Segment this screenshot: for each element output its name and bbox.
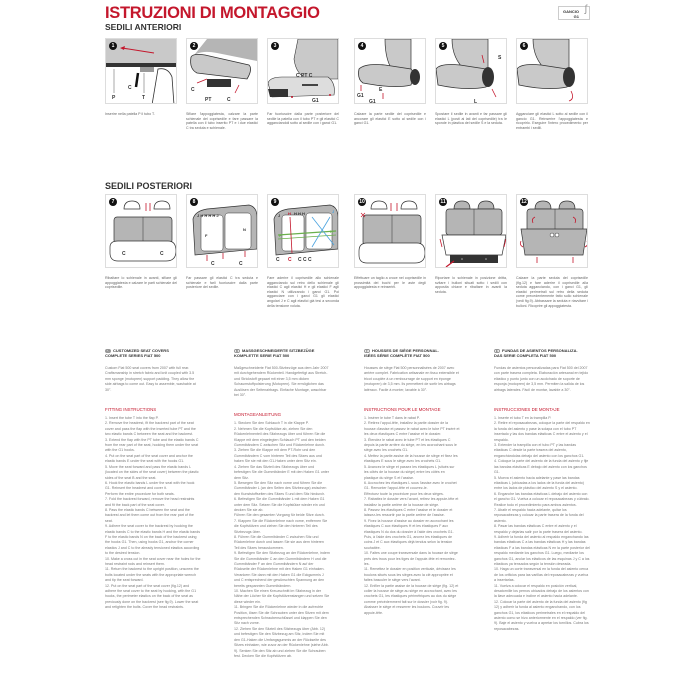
step-number-badge: 6 (520, 42, 528, 50)
language-intro: Fundas de asientos personalizadas para Fiat 500 del 2007 con parte trasera completa. Elaboración artesanal en tejido elástico y punto junto con un acolchado de soporte de esponja (motopren) de 3,5 mm. Permiten la salida de los airbags laterales. Fácil de montar, lavable a 30°. (494, 366, 589, 392)
instructions-title: FITTING INSTRUCTIONS (105, 407, 157, 413)
svg-text:C: C (276, 257, 280, 263)
instruction-step: 10. Machen Sie einen Kreuzschnitt im Sitzbezug in der Nähe der Löcher für die Kopfstützenstangen und setzen Sie diese wieder ein. (234, 589, 330, 604)
svg-text:C: C (211, 261, 215, 267)
instruction-step: 12. Colocar la parte del asiento de la funda del asiento (fig 12) y adherir la funda al asiento enganchando, con los ganchos G1, los elásticos perimetrales en el respaldo del asiento como se hizo anteriormente en el respaldo (ver fig. 9). Baje el asiento y vuelva a apretar los tornillos. Cubra los reposacabezas. (494, 599, 589, 631)
instruction-step: 3. Étendez le rabat avec le tube PT et les élastiques C depuis la partie arrière du siège, en les accrochant sous le siège avec les crochets G1. (364, 437, 457, 453)
instructions-title: INSTRUCTIONS POUR LE MONTAGE (364, 407, 441, 413)
step-figure (105, 38, 177, 104)
language-header-line2: COMPLETE SERIES FIAT 500 (105, 353, 161, 358)
language-header-line2: KOMPLETTE SERIE FIAT 500 (234, 353, 290, 358)
instruction-step: 7. Fold the backrest forward, remove the head restraints and fit the back part of the seat cover. (105, 497, 195, 507)
step-number-badge: 8 (190, 198, 198, 206)
instruction-step: 3. Extend the flap with the PT tube and the elastic bands C from the rear part of the seat, hooking them under the seat with the G1 hooks. (105, 437, 199, 453)
svg-text:J: J (278, 213, 281, 218)
instruction-step: 2. Retire el reposacabezas, coloque la parte del respaldo en la funda del asiento y pase la solapa con el tubo PT insertado y las dos bandas elásticas C entre el asiento y el respaldo. (494, 421, 590, 442)
svg-text:C: C (191, 87, 195, 93)
instruction-step: 4. Put on the seat part of the seat cover and anchor the elastic bands E under the seat with the hooks G1. (105, 453, 193, 464)
step-1 (105, 38, 177, 117)
rear-headrest-cut-illustration (355, 195, 426, 268)
instruction-step: 6. Hook the elastic bands L under the seat with the hook G1. Reinsert the headrest and cover it. (105, 480, 195, 491)
headrest-removal-illustration (187, 39, 258, 104)
step-figure (267, 38, 339, 104)
svg-text:P: P (112, 95, 116, 101)
svg-text:C: C (128, 85, 132, 91)
svg-text:C: C (239, 261, 243, 267)
svg-text:J: J (332, 209, 335, 214)
step-number-badge: 2 (190, 42, 198, 50)
step-caption: Effettuare un taglio a croce nel coprisedile in prossimità dei buchi per le aste degli appoggiatesta e reinserirli. (354, 276, 426, 290)
svg-text:G1: G1 (357, 93, 364, 99)
step-figure (435, 38, 507, 104)
language-header-line1: HOUSSES DE SIÈGE PERSONNAL. (372, 348, 439, 353)
step-figure (354, 38, 426, 104)
instruction-step: 2. Retirez l'appui-tête, installez la partie dossier de la housse d'assise et passez le rabat avec le tube PT inséré et les deux élastiques C entre l'assise et le dossier. (364, 421, 460, 437)
instruction-step: 9. Adhere the seat cover to the backrest by hooking the elastic bands C to the elastic bands H and the elastic bands F to the elastic bands N on the back of the backrest using the hooks G1. Then, using hooks G1, anchor the corner elastics J and C to the already tensioned elastics according to the desired tension. (105, 524, 201, 556)
svg-text:C: C (227, 97, 231, 103)
instruction-step: 5. Bewegen Sie den Sitz nach vorne und führen Sie die Gummibänder L (an den Seiten des Sitzbezugs) zwischen den Kunststoffseiten des Sitzes S und dem Sitz hindurch. (234, 480, 327, 496)
svg-text:C C C: C C C (298, 257, 312, 263)
svg-text:H: H (288, 211, 291, 216)
step-figure (267, 194, 339, 268)
hook-legend-line1: GANCIO (563, 9, 579, 14)
instruction-step: 9. Adherir la funda del asiento al respaldo enganchando las bandas elásticas C a las bandas elásticas H y las bandas elásticas F a las bandas elásticas N en la parte posterior del respaldo mediante los ganchos G1. Luego, mediante los ganchos G1, anclar los elásticos de las esquinas J y C a los elásticos ya tensados según la tensión deseada. (494, 534, 590, 566)
step-caption: Ribaltare lo schienale in avanti, sfilare gli appoggiatesta e calzare le parti schienale del coprisedile. (105, 276, 177, 290)
flap-insert-illustration (106, 39, 177, 104)
instruction-step: 11. Remettez le dossier en position verticale, dévissez les boulons situés sous les sièges avec la clé appropriée et faites basculer le siège vers l'avant. (364, 567, 456, 583)
language-header (234, 348, 330, 358)
step-caption: Calzare la parte sedile del coprisedile e ancorare gli elastici E sotto al sedile con i ganci G1. (354, 112, 426, 126)
instruction-steps (105, 416, 201, 611)
svg-text:C: C (288, 257, 292, 263)
step-number-badge: 5 (439, 42, 447, 50)
instruction-step: 1. Insérer le tube T dans le rabat P. (364, 416, 420, 421)
instructions-title: INSTRUCCIONES DE MONTAJE (494, 407, 560, 413)
instruction-steps (364, 416, 460, 616)
step-3 (267, 38, 339, 126)
language-intro: Custom Fiat 500 seat covers from 2007 with full rear. Craftsmanship in stretch fabric and knit coupled with 3.5 mm sponge (motopren) support padding. They allow the side airbags to come out. Easy to assemble, washable at 30°. (105, 366, 196, 392)
language-column-english (105, 348, 201, 611)
instruction-step: 2. Remove the headrest, fit the backrest part of the seat cover and pass the flap with the inserted tube PT and the two elastic bands C between the seat and the backrest. (105, 421, 196, 437)
step-number-badge: 1 (109, 42, 117, 50)
step-caption: Far fuoriuscire dalla parte posteriore del sedile la patella con il tubo PT e gli elastici C agganciandoli sotto al sedile con i ganci G1. (267, 112, 339, 126)
step-9 (267, 194, 339, 308)
language-header-line1: MASSGESCHNEIDERTE SITZBEZÜGE (242, 348, 315, 353)
instruction-step: 1. Stecken Sie den Schlauch T in die Klappe P. (234, 421, 309, 426)
flag-icon-de: D (234, 349, 240, 353)
step-5 (435, 38, 507, 126)
instruction-step: 8. Führen Sie die Gummibänder C zwischen Sitz und Rückenlehne durch und lassen Sie sie aus dem hinteren Teil des Sitzes herauskommen. (234, 534, 324, 550)
instruction-step: 12. Put on the seat part of the seat cover (fig.12) and adhere the seat cover to the seat by hooking, with the G1 hooks, the perimeter elastics on the back of the seat as previously done on the backrest (see fig.9). Lower the seat and retighten the bolts. Cover the head restraints. (105, 583, 199, 610)
step-number-badge: 4 (358, 42, 366, 50)
instruction-step: 5. Move the seat forward and pass the elastic bands L (located on the sides of the seat cover) between the plastic sides of the seat B and the seat. (105, 464, 199, 480)
instruction-step: 10. Make a cross cut in the seat cover near the holes for the head restraint rods and reinsert them. (105, 556, 201, 566)
instruction-step: 4. Mettez la partie assise de la housse de siège et fixez les élastiques E sous le siège avec les crochets G1. (364, 453, 458, 464)
seat-side-elastic-illustration (436, 39, 507, 104)
language-column-spanish (494, 348, 590, 632)
step-caption: Sfilare l'appoggiatesta, calzare la parte schienale del coprisedile e fare passare la patella con il tubo inserito PT e i due elastici C tra seduta e schienale. (186, 112, 258, 130)
step-figure (516, 194, 588, 268)
hook-icon: ʃ (584, 4, 587, 15)
step-10 (354, 194, 426, 290)
instruction-step: 1. Insert the tube T into the flap P. (105, 416, 159, 421)
svg-text:G1: G1 (312, 98, 319, 104)
instruction-step: 11. Bringen Sie die Rückenlehne wieder in die aufrechte Position, lösen Sie die Schrauben unter den Sitzen mit dem entsprechenden Schraubenschlüssel und klappen Sie den Sitz nach vorne. (234, 605, 329, 626)
step-12 (516, 194, 588, 308)
step-number-badge: 3 (271, 42, 279, 50)
rear-headrest-removal-illustration (106, 195, 177, 268)
instruction-step: 6. Accrochez les élastiques L sous l'assise avec le crochet G1. Remonter l'appui-tête et couvrez-le. (364, 480, 457, 491)
step-caption: Spostare il sedile in avanti e far passare gli elastici L (posti ai lati del coprisedile) tra le sponde in plastica del sedile S e la seduta. (435, 112, 507, 126)
language-header-line2: DAS SERIE COMPLETA FIAT 500 (494, 353, 557, 358)
step-number-badge: 12 (521, 199, 527, 205)
flag-icon-gb: GB (106, 349, 110, 353)
instruction-step: 8. Pass the elastic bands C between the seat and the backrest and let them come out from the rear part of the seat. (105, 507, 194, 523)
instruction-step: Perform the entire procedure for both seats. (105, 491, 175, 496)
flag-icon-fr: F (364, 349, 370, 353)
instruction-step: 12. Ziehen Sie den Sitzteil des Sitzbezugs über (Abb. 12) und befestigen Sie den Sitzbezug am Sitz, indem Sie mit den G1-Haken die Umfangsgummis an der Rückseite des Sitzes einhaken, wie zuvor an der Rückenlehne (siehe Abb. 9). Senken Sie den Sitz ab und ziehen Sie die Schrauben fest. Decken Sie die Kopfstützen ab. (234, 626, 329, 658)
step-caption: Riportare lo schienale in posizione dritta, svitare i bulloni situati sotto i sedili con apposita chiave e ribaltare in avanti la seduta. (435, 276, 507, 294)
instruction-step: 11. Vuelva a colocar el respaldo en posición vertical, desatornille los pernos ubicados debajo de los asientos con la llave adecuada e incline el asiento hacia adelante. (494, 583, 589, 599)
instructions-title: MONTAGEANLEITUNG (234, 412, 281, 418)
svg-text:C: C (122, 251, 126, 257)
svg-text:PT: PT (205, 97, 212, 103)
instruction-step: Führen Sie den gesamten Vorgang für beide Sitze durch. (234, 513, 325, 518)
instruction-step: 7. Rabattez le dossier vers l'avant, retirez les appuie-tête et installez la partie arrière de la housse de siège. (364, 497, 459, 507)
step-figure (186, 194, 258, 268)
step-caption: Fare aderire il coprisedile allo schienale agganciando sul retro dello schienale gli elastici C agli elastici H e gli elastici F agli elastici N utilizzando i ganci G1. Poi agganciare con i ganci G1 gli elastici angolari J e C agli elastici già tesi a seconda della tensione voluta. (267, 276, 339, 308)
instruction-steps (234, 421, 330, 659)
step-6 (516, 38, 588, 130)
language-column-german (234, 348, 330, 659)
step-2 (186, 38, 258, 130)
step-number-badge: 7 (109, 198, 117, 206)
svg-text:N: N (243, 227, 246, 232)
step-figure (354, 194, 426, 268)
hook-legend-label (561, 9, 579, 19)
instruction-steps (494, 416, 590, 632)
step-figure (516, 38, 588, 104)
instruction-step: 3. Extender la trampilla con el tubo PT y las bandas elásticas C desde la parte trasera del asiento, enganchándolas debajo del asiento con los ganchos G1. (494, 443, 585, 458)
instruction-step: 9. Befestigen Sie den Sitzbezug an der Rückenlehne, indem Sie die Gummibänder C an den Gummibändern H und die Gummibänder F an den Gummibändern N auf der Rückseite der Rückenlehne mit den Haken G1 einhaken. Verankern Sie dann mit den Haken G1 die Eckgummis J und C entsprechend der gewünschten Spannung an den bereits gespannten Gummibändern. (234, 551, 330, 588)
step-caption: Inserire nella patella P il tubo T. (105, 112, 155, 116)
svg-text:N: N (330, 229, 333, 234)
svg-text:T: T (142, 95, 146, 101)
step-number-badge: 9 (271, 198, 279, 206)
instruction-step: 2. Nehmen Sie die Kopfstütze ab, ziehen Sie den Rückenlehnenteil des Sitzbezugs über und führen Sie die Klappe mit dem eingelegten Schlauch PT und den beiden Gummibändern C zwischen Sitz und Rückenlehne durch. (234, 426, 326, 448)
instruction-step: 6. Enganche las bandas elásticas L debajo del asiento con el gancho G1. Vuelva a colocar el reposacabezas y cúbralo. (494, 491, 590, 502)
seat-bottom-fit-illustration (355, 39, 426, 104)
section-title-rear-seats: SEDILI POSTERIORI (105, 181, 193, 191)
instruction-step: 6. Befestigen Sie die Gummibänder L mit dem Haken G1 unter dem Sitz. Setzen Sie die Kopfstütze wieder ein und decken Sie sie ab. (234, 497, 325, 512)
language-header (494, 348, 590, 358)
step-number-badge: 10 (359, 199, 365, 205)
instruction-step: Effectuez toute la procédure pour les deux sièges. (364, 491, 444, 496)
instruction-step: 8. Passez les élastiques C entre l'assise et le dossier et laissez-les ressortir par la partie arrière de l'assise. (364, 507, 453, 518)
page-title: ISTRUZIONI DI MONTAGGIO (105, 4, 320, 22)
instruction-step: 3. Ziehen Sie die Klappe mit dem PT-Rohr und den Gummibändern C vom hinteren Teil des Sitzes aus und haken Sie sie mit den G1-Haken unter dem Sitz ein. (234, 448, 322, 464)
svg-text:E: E (379, 87, 383, 93)
step-caption: Agganciare gli elastici L sotto al sedile con il gancio G1. Reinserire l'appoggiatesta e ricoprirlo. Eseguire l'intero procedimento per entrambi i sedili. (516, 112, 588, 130)
seat-hook-under-illustration (517, 39, 588, 104)
language-header (364, 348, 460, 358)
step-figure (105, 194, 177, 268)
svg-text:C: C (160, 251, 164, 257)
svg-text:F: F (279, 233, 282, 238)
instruction-step: 1. Inserte el tubo T en la trampilla P. (494, 416, 552, 421)
hook-legend (558, 6, 590, 20)
svg-text:L: L (474, 99, 478, 105)
hook-legend-line2: G1 (573, 14, 579, 19)
svg-text:J H H H H J: J H H H H J (197, 213, 219, 218)
language-intro: Maßgeschneiderte Fiat 500-Sitzbezüge aus dem Jahr 2007 mit durchgehendem Rückenteil. Handgefertigt aus Stretch- und Strickstoff gepaart mit einer 3,5 mm dicken Schaumstoffpolsterung (Motopren). Sie ermöglichen das Auslösen der Seitenairbags. Einfache Montage, waschbar bei 30°. (234, 366, 329, 398)
step-7 (105, 194, 177, 290)
svg-text:C PT C: C PT C (296, 73, 313, 79)
rear-seat-fit-illustration (517, 195, 588, 268)
instruction-step: 5. Avancez le siège et passez les élastiques L (situés sur les côtés de la housse du siège) entre les côtés en plastique du siège S et l'assise. (364, 464, 455, 480)
instruction-step: 10. Faites une coupe transversale dans la housse de siège près des trous pour les tiges de l'appuie-tête et remontez-les. (364, 551, 458, 566)
language-intro: Housses de siège Fiat 500 personnalisées de 2007 avec arrière complet. Fabrication artisanale en tissu extensible et tricot couplée à un rembourrage de support en éponge (motopren) de 3,5 mm. Ils permettent de sortir les airbags latéraux. Facile à monter, lavable à 30°. (364, 366, 459, 392)
language-header-line2: ISÉES SÉRIE COMPLÈTE FIAT 500 (364, 353, 430, 358)
step-caption: Calzare la parte seduta del coprisedile (fig.12) e fare aderire il coprisedile alla seduta agganciando, con i ganci G1, gli elastici perimetrali sul retro della seduta come precedentemente fatto sullo schienale (vedi fig.9). Abbassare la seduta e riavvitare i bulloni. Ricoprire gli appoggiatesta. (516, 276, 588, 308)
step-figure (186, 38, 258, 104)
instruction-step: 11. Return the backrest to the upright position, unscrew the bolts located under the seats with the appropriate wrench and tip the seat forward. (105, 567, 199, 583)
instruction-step: 4. Coloque la parte del asiento de la funda del asiento y fije las bandas elásticas E debajo del asiento con los ganchos G1. (494, 459, 589, 475)
step-11 (435, 194, 507, 294)
instruction-step: 5. Mueva el asiento hacia adelante y pase las bandas elásticas L (ubicadas a los lados de la funda del asiento) entre los lados de plástico del asiento S y el asiento. (494, 475, 584, 491)
instruction-step: 7. Klappen Sie die Rückenlehne nach vorne, entfernen Sie die Kopfstützen und ziehen Sie den hinteren Teil des Sitzbezugs über. (234, 518, 328, 534)
language-header (105, 348, 201, 358)
svg-text:S: S (498, 55, 502, 61)
step-figure (435, 194, 507, 268)
flag-icon-es: E (494, 349, 500, 353)
language-header-line1: FUNDAS DE ASIENTOS PERSONALIZA. (502, 348, 578, 353)
rear-elastic-hooking-illustration (268, 195, 339, 268)
instruction-step: 7. Abatir el respaldo hacia adelante, quitar los reposacabezas y colocar la parte trasera de la funda del asiento. (494, 507, 584, 523)
step-caption: Far passare gli elastici C tra seduta e schienale e farli fuoriuscire dalla parte posteriore del sedile. (186, 276, 258, 290)
language-header-line1: CUSTOMIZED SEAT COVERS (113, 348, 169, 353)
instruction-step: 10. Haga un corte transversal en la funda del asiento cerca de los orificios para las varillas del reposacabezas y vuelva a insertarlas. (494, 567, 589, 583)
language-column-french (364, 348, 460, 616)
instruction-step: 8. Pasar las bandas elásticas C entre el asiento y el respaldo y dejarlas salir por la parte trasera del asiento. (494, 524, 583, 534)
instruction-step: 9. Fixez la housse d'assise au dossier en accrochant les élastiques C aux élastiques H et les élastiques F aux élastiques N du dos du dossier à l'aide des crochets G1. Puis, à l'aide des crochets G1, ancrez les élastiques de coins J et C aux élastiques déjà tendus selon la tension souhaitée. (364, 518, 454, 550)
instruction-step: 4. Ziehen Sie das Sitzteil des Sitzbezugs über und befestigen Sie die Gummibänder E mit den Haken G1 unter dem Sitz. (234, 464, 329, 480)
svg-text:G1: G1 (369, 99, 376, 105)
rear-backrest-elastics-illustration (187, 195, 258, 268)
svg-text:H H H: H H H (294, 211, 305, 216)
seat-rear-hooks-illustration (268, 39, 339, 104)
section-title-front-seats: SEDILI ANTERIORI (105, 22, 182, 32)
rear-bolt-unscrew-illustration (436, 195, 507, 268)
step-8 (186, 194, 258, 290)
instruction-step: 12. Enfiler la partie assise de la housse de siège (fig. 12) et coller la housse de siège au siège en accrochant, avec les crochets G1, les élastiques périmétriques au dos du siège comme précédemment fait sur le dossier (voir fig. 9). Abaisser le siège et resserrer les boulons. Couvrir les appuie-tête. (364, 583, 459, 615)
step-4 (354, 38, 426, 126)
instruction-step: Realice todo el procedimiento para ambos asientos. (494, 502, 577, 507)
svg-text:F: F (205, 233, 208, 238)
step-number-badge: 11 (440, 199, 446, 205)
